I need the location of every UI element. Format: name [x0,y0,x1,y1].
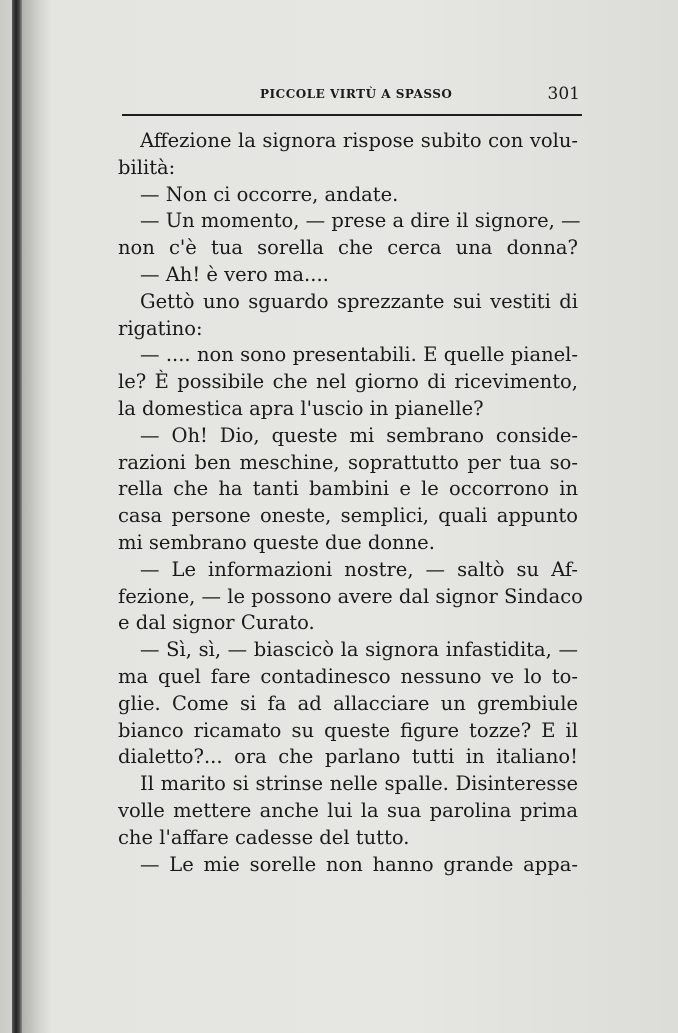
text-line: razioni ben meschine, soprattutto per tua so- [118,450,578,474]
text-line: non c'è tua sorella che cerca una donna? [118,236,578,260]
spine-shadow [22,0,52,1033]
text-line: Gettò uno sguardo sprezzante sui vestiti di [140,289,578,313]
text-line: bilità: [118,155,176,179]
text-line: Il marito si strinse nelle spalle. Disinteresse [140,772,578,796]
text-line: — Non ci occorre, andate. [140,182,399,206]
text-line: che l'affare cadesse del tutto. [118,825,410,849]
text-line: rella che ha tanti bambini e le occorrono in [118,477,578,501]
text-line: Affezione la signora rispose subito con volu- [140,129,578,152]
running-head: PICCOLE VIRTÙ A SPASSO [260,87,453,101]
text-line: mi sembrano queste due donne. [118,530,435,554]
text-line: — Oh! Dio, queste mi sembrano conside- [140,423,578,447]
text-line: — Sì, sì, — biascicò la signora infastidita, — [140,638,578,662]
text-line: — Ah! è vero ma.... [140,262,329,286]
text-line: casa persone oneste, semplici, quali appunto [118,504,578,528]
text-line: bianco ricamato su queste figure tozze? E il [118,718,578,742]
page-number: 301 [547,84,580,104]
text-line: dialetto?... ora che parlano tutti in italiano! [118,745,578,769]
text-line: ma quel fare contadinesco nessuno ve lo to- [118,664,578,688]
text-line: — .... non sono presentabili. E quelle pianel- [140,343,578,367]
text-line: — Un momento, — prese a dire il signore, — [140,209,581,233]
text-line: le? È possibile che nel giorno di ricevimento, [118,370,578,394]
text-line: volle mettere anche lui la sua parolina prima [118,798,578,822]
text-line: fezione, — le possono avere dal signor Sindaco [118,584,583,608]
page-header [120,84,580,106]
header-rule [122,114,582,116]
text-line: — Le mie sorelle non hanno grande appa- [140,852,578,876]
text-line: e dal signor Curato. [118,611,315,635]
book-spine [12,0,22,1033]
body-text [118,128,583,878]
text-line: — Le informazioni nostre, — saltò su Af- [140,557,578,581]
text-line: rigatino: [118,316,203,340]
text-line: glie. Come si fa ad allacciare un grembiule [118,691,578,715]
text-line: la domestica apra l'uscio in pianelle? [118,396,484,420]
